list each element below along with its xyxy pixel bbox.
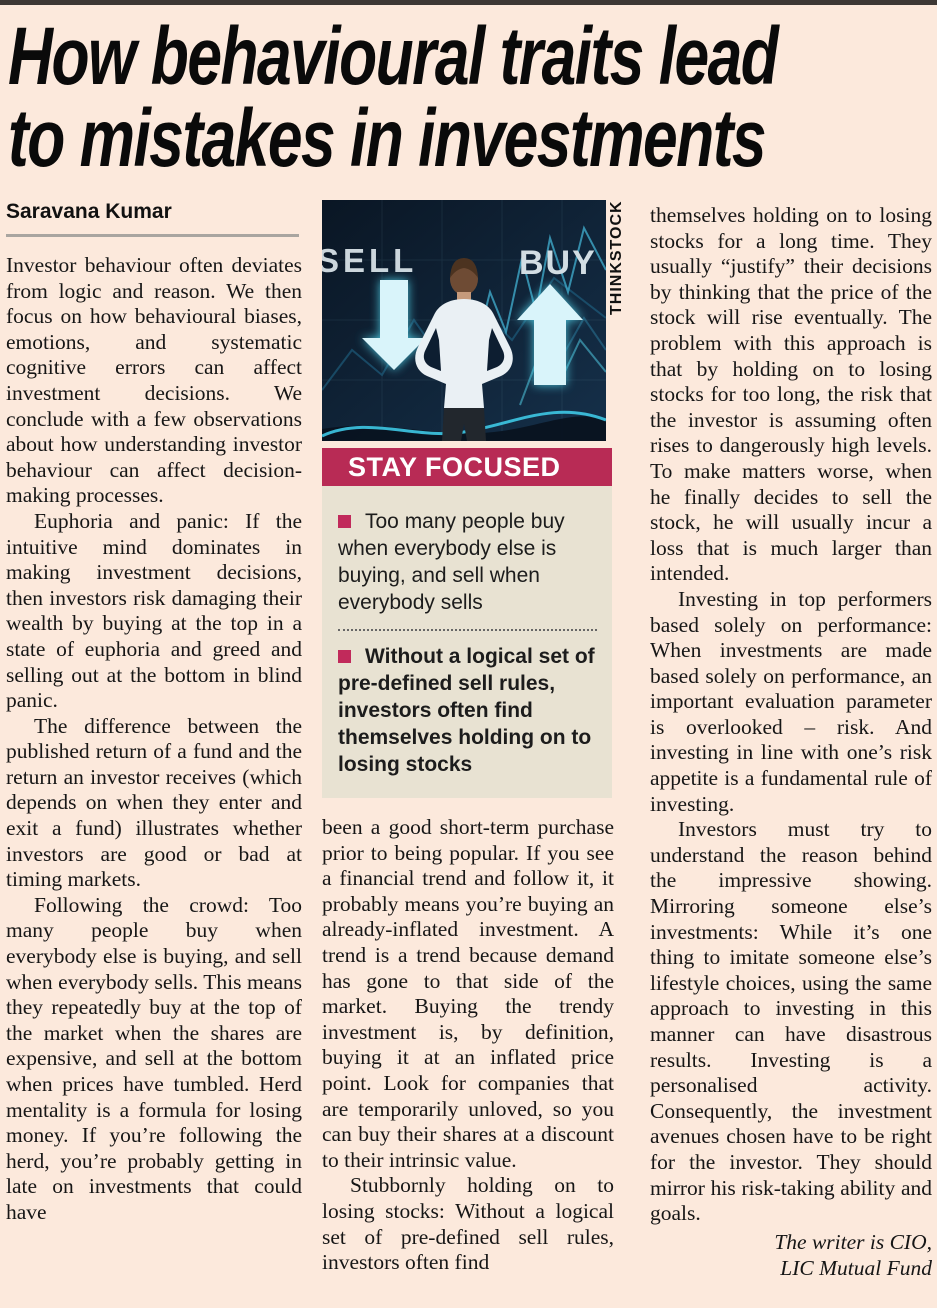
headline-line-1: How behavioural traits lead bbox=[8, 11, 778, 102]
photo-credit: THINKSTOCK bbox=[608, 200, 625, 315]
square-bullet-icon bbox=[338, 515, 351, 528]
callout-bullet-2-text: Without a logical set of pre-defined sell rules, investors often find themselves holding on to losing stocks bbox=[338, 645, 595, 776]
paragraph: Investors must try to understand the reason behind the impressive showing. Mirroring someone else’s investments: While it’s one thing to imitate someone else’s lifestyle choices, using the same approach to investing in this manner can have disastrous results. Investing is a personalised activity. Consequently, the investment avenues chosen have to be right for the investor. They should mirror his risk-taking ability and goals. bbox=[650, 817, 932, 1226]
byline: Saravana Kumar bbox=[6, 200, 172, 223]
square-bullet-icon bbox=[338, 650, 351, 663]
stay-focused-header: STAY FOCUSED bbox=[322, 448, 612, 486]
article-column-3 bbox=[650, 203, 932, 1308]
sell-buy-photo-illustration bbox=[322, 200, 606, 441]
article-column-1 bbox=[6, 200, 302, 1308]
top-border-rule bbox=[0, 0, 937, 5]
paragraph: The difference between the published return of a fund and the return an investor receives (which depends on when they enter and exit a fund) illustrates whether investors are good or bad at timing markets. bbox=[6, 713, 302, 892]
callout-bullet-2 bbox=[338, 643, 597, 778]
writer-credit-line-2: LIC Mutual Fund bbox=[780, 1255, 932, 1280]
paragraph: Investor behaviour often deviates from logic and reason. We then focus on how behavioural biases, emotions, and systematic cognitive errors can affect investment decisions. We conclude with a few observations about how understanding investor behaviour can affect decision-making processes. bbox=[6, 253, 302, 508]
article-column-2 bbox=[322, 200, 625, 1308]
column-3-text bbox=[650, 203, 932, 1227]
paragraph: been a good short-term purchase prior to being popular. If you see a financial trend and follow it, it probably means you’re buying an already-inflated investment. A trend is a trend because demand has gone to that side of the market. Buying the trendy investment is, by definition, buying it at an inflated price point. Look for companies that are temporarily unloved, so you can buy their shares at a discount to their intrinsic value. bbox=[322, 815, 614, 1172]
writer-credit bbox=[650, 1229, 932, 1281]
paragraph: Following the crowd: Too many people buy when everybody else is buying, and sell when everybody sells. This means they repeatedly buy at the top of the market when the shares are expensive, and sell at the bottom when prices have tumbled. Herd mentality is a formula for losing money. If you’re following the herd, you’re probably getting in late on investments that could have bbox=[6, 892, 302, 1224]
paragraph: Stubbornly holding on to losing stocks: Without a logical set of pre-defined sell rules, investors often find bbox=[322, 1173, 614, 1275]
buy-label: BUY bbox=[519, 244, 597, 282]
paragraph: Investing in top performers based solely on performance: When investments are made based solely on performance, an important evaluation parameter is overlooked – risk. And investing in line with one’s risk appetite is a fundamental rule of investing. bbox=[650, 586, 932, 816]
paragraph: Euphoria and panic: If the intuitive mind dominates in making investment decisions, then investors risk damaging their wealth by buying at the top in a state of euphoria and greed and selling out at the bottom in blind panic. bbox=[6, 508, 302, 713]
paragraph: themselves holding on to losing stocks for a long time. They usually “justify” their decisions by thinking that the price of the stock will rise eventually. The problem with this approach is that by holding on to losing stocks for too long, the risk that the investor is assuming often rises to dangerously high levels. To make matters worse, when he finally decides to sell the stock, he will usually incur a loss that is much larger than intended. bbox=[650, 203, 932, 586]
stay-focused-box bbox=[322, 448, 612, 798]
sell-label: SELL bbox=[322, 242, 418, 279]
article-headline bbox=[8, 11, 937, 184]
writer-credit-line-1: The writer is CIO, bbox=[774, 1229, 932, 1254]
column-1-text bbox=[6, 253, 302, 1226]
headline-line-2: to mistakes in investments bbox=[8, 93, 766, 184]
stock-market-photo bbox=[322, 200, 625, 441]
callout-bullet-1-text: Too many people buy when everybody else is buying, and sell when everybody sells bbox=[338, 510, 565, 614]
byline-divider bbox=[6, 234, 299, 237]
callout-bullet-1 bbox=[338, 508, 597, 616]
column-2-text bbox=[322, 815, 614, 1276]
dotted-separator bbox=[338, 629, 597, 631]
stay-focused-body bbox=[322, 486, 612, 798]
